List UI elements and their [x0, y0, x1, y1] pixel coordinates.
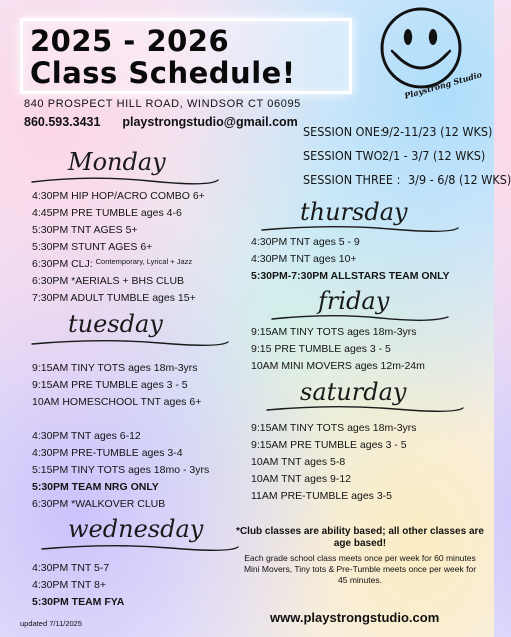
- frequency-note-line: 45 minutes.: [338, 575, 382, 585]
- logo-text: Playstrong Studio: [403, 69, 483, 101]
- tuesday-swash: [30, 338, 230, 346]
- monday-class: [32, 258, 192, 270]
- monday-heading: Monday: [68, 148, 166, 176]
- thursday-class: 4:30PM TNT ages 10+: [251, 253, 357, 265]
- session-dates: 9/2-11/23 (12 WKS): [382, 124, 493, 139]
- email: playstrongstudio@gmail.com: [122, 115, 298, 129]
- title-heading: Class Schedule!: [30, 56, 296, 90]
- session-label: SESSION ONE:: [303, 124, 384, 139]
- friday-class: 9:15 PRE TUMBLE ages 3 - 5: [251, 343, 391, 355]
- saturday-class: 11AM PRE-TUMBLE ages 3-5: [251, 490, 393, 502]
- monday-class: 6:30PM *AERIALS + BHS CLUB: [32, 275, 185, 287]
- phone: 860.593.3431: [24, 115, 101, 129]
- session-dates: 3/9 - 6/8 (12 WKS): [408, 172, 511, 187]
- saturday-heading: saturday: [300, 378, 407, 406]
- saturday-class: 9:15AM PRE TUMBLE ages 3 - 5: [251, 439, 407, 451]
- monday-class: 5:30PM STUNT AGES 6+: [32, 241, 153, 253]
- tuesday-class: 4:30PM PRE-TUMBLE ages 3-4: [32, 447, 183, 459]
- website-link[interactable]: www.playstrongstudio.com: [270, 610, 440, 625]
- tuesday-class: 9:15AM TINY TOTS ages 18m-3yrs: [32, 362, 198, 374]
- club-note-line: age based!: [333, 538, 387, 549]
- tuesday-class: 10AM HOMESCHOOL TNT ages 6+: [32, 396, 202, 408]
- friday-swash: [270, 313, 450, 321]
- wednesday-class: 4:30PM TNT 5-7: [32, 562, 110, 574]
- address: 840 PROSPECT HILL ROAD, WINDSOR CT 06095: [24, 98, 301, 110]
- friday-heading: friday: [318, 287, 390, 315]
- frequency-note-line: Mini Movers, Tiny tots & Pre-Tumble meets once per week for: [243, 564, 477, 574]
- monday-class: 4:45PM PRE TUMBLE ages 4-6: [32, 207, 182, 219]
- wednesday-swash: [40, 543, 240, 551]
- monday-swash: [30, 176, 220, 184]
- friday-class: 9:15AM TINY TOTS ages 18m-3yrs: [251, 326, 417, 338]
- session-label: SESSION TWO:: [303, 148, 387, 163]
- thursday-class: 5:30PM-7:30PM ALLSTARS TEAM ONLY: [251, 270, 450, 282]
- right-eye-icon: [429, 29, 437, 45]
- tuesday-heading: tuesday: [68, 310, 163, 338]
- session-one: [303, 124, 492, 139]
- session-two: [303, 148, 485, 163]
- tuesday-class: 9:15AM PRE TUMBLE ages 3 - 5: [32, 379, 188, 391]
- wednesday-heading: wednesday: [68, 515, 204, 543]
- updated-date: updated 7/11/2025: [20, 619, 83, 628]
- left-eye-icon: [404, 29, 412, 45]
- clj-detail: Contemporary, Lyrical + Jazz: [95, 257, 193, 266]
- tuesday-class: 4:30PM TNT ages 6-12: [32, 430, 141, 442]
- tuesday-class: 6:30PM *WALKOVER CLUB: [32, 498, 166, 510]
- monday-class: 7:30PM ADULT TUMBLE ages 15+: [32, 292, 196, 304]
- session-label: SESSION THREE :: [303, 172, 401, 187]
- saturday-class: 10AM TNT ages 5-8: [251, 456, 346, 468]
- club-note-line: *Club classes are ability based; all other classes are: [236, 526, 484, 537]
- contact-line: [24, 115, 298, 129]
- tuesday-class: 5:15PM TINY TOTS ages 18mo - 3yrs: [32, 464, 210, 476]
- wednesday-class: 5:30PM TEAM FYA: [32, 596, 125, 608]
- session-dates: 2/1 - 3/7 (12 WKS): [382, 148, 486, 163]
- tuesday-class: 5:30PM TEAM NRG ONLY: [32, 481, 159, 493]
- monday-class: 5:30PM TNT AGES 5+: [32, 224, 138, 236]
- thursday-swash: [260, 224, 460, 232]
- saturday-swash: [265, 404, 465, 412]
- saturday-class: 10AM TNT ages 9-12: [251, 473, 351, 485]
- wednesday-class: 4:30PM TNT 8+: [32, 579, 107, 591]
- title-year: 2025 - 2026: [30, 24, 230, 58]
- class-title: 6:30PM CLJ:: [32, 258, 93, 270]
- thursday-heading: thursday: [300, 198, 408, 226]
- thursday-class: 4:30PM TNT ages 5 - 9: [251, 236, 360, 248]
- frequency-note-line: Each grade school class meets once per week for 60 minutes: [244, 553, 476, 563]
- session-three: [303, 172, 511, 187]
- friday-class: 10AM MINI MOVERS ages 12m-24m: [251, 360, 425, 372]
- monday-class: 4:30PM HIP HOP/ACRO COMBO 6+: [32, 190, 205, 202]
- saturday-class: 9:15AM TINY TOTS ages 18m-3yrs: [251, 422, 417, 434]
